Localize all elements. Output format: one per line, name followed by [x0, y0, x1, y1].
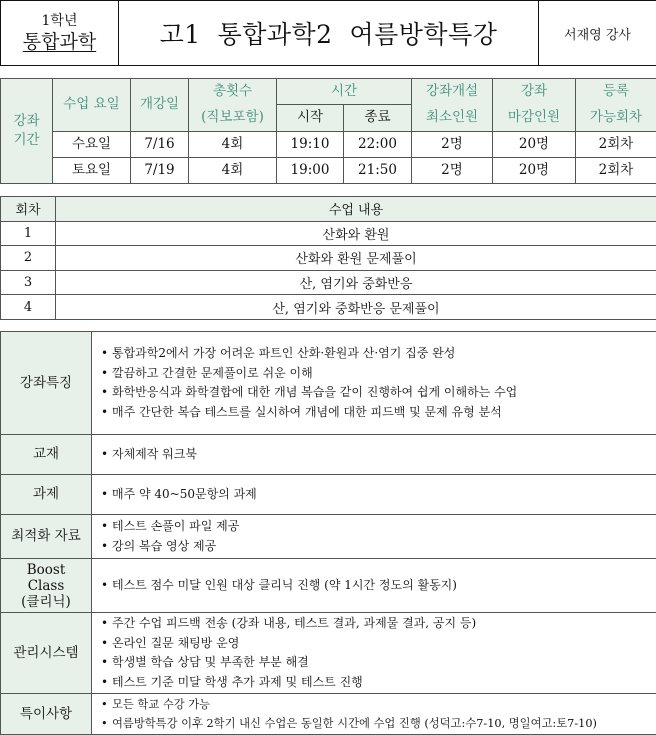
row-reg: 2회차	[576, 157, 656, 183]
row-max: 20명	[493, 157, 576, 183]
detail-row-notes	[1, 694, 656, 735]
detail-item: • 테스트 손풀이 파일 제공	[112, 517, 656, 537]
detail-item: • 통합과학2에서 가장 어려운 파트인 산화·환원과 산·염기 집중 완성	[112, 344, 656, 364]
col-sessions-sub: (직보포함)	[189, 105, 277, 131]
row-start: 19:00	[277, 157, 344, 183]
detail-body	[92, 332, 656, 435]
detail-item: • 학생별 학습 상담 및 부족한 부분 해결	[112, 653, 656, 673]
detail-label: 과제	[1, 475, 92, 515]
col-time-start: 시작	[277, 105, 344, 131]
detail-body	[92, 475, 656, 515]
session-row	[1, 295, 656, 320]
detail-row-textbook	[1, 435, 656, 475]
detail-item: • 여름방학특강 이후 2학기 내신 수업은 동일한 시간에 수업 진행 (성덕고:수7-10, 명일여고:토7-10)	[112, 714, 656, 734]
col-min-sub: 최소인원	[412, 105, 493, 131]
row-reg: 2회차	[576, 131, 656, 157]
detail-row-management	[1, 613, 656, 694]
detail-label: 특이사항	[1, 694, 92, 735]
row-day: 수요일	[53, 131, 131, 157]
col-reg-sub: 가능회차	[576, 105, 656, 131]
col-session-no: 회차	[1, 197, 56, 222]
session-row	[1, 221, 656, 246]
detail-item: • 매주 약 40~50문항의 과제	[112, 485, 656, 505]
row-max: 20명	[493, 131, 576, 157]
grade-label: 1학년	[1, 12, 118, 30]
row-end: 21:50	[344, 157, 412, 183]
detail-row-materials	[1, 515, 656, 559]
grade-subject-box	[1, 1, 119, 66]
col-sessions: 총횟수	[189, 79, 277, 105]
row-min: 2명	[412, 157, 493, 183]
session-no: 3	[1, 270, 56, 295]
detail-item: • 테스트 점수 미달 인원 대상 클리닉 진행 (약 1시간 정도의 활동지)	[112, 576, 656, 596]
detail-body	[92, 559, 656, 613]
schedule-row	[1, 157, 656, 183]
detail-item: • 화학반응식과 화학결합에 대한 개념 복습을 같이 진행하여 쉽게 이해하는 수업	[112, 383, 656, 403]
detail-row-features	[1, 332, 656, 435]
schedule-row	[1, 131, 656, 157]
subject-label: 통합과학	[1, 30, 118, 54]
detail-row-clinic	[1, 559, 656, 613]
col-session-content: 수업 내용	[56, 197, 656, 222]
row-date: 7/16	[131, 131, 189, 157]
col-day: 수업 요일	[53, 79, 131, 132]
session-no: 2	[1, 246, 56, 271]
sessions-table	[0, 196, 656, 320]
detail-label: Boost Class (클리닉)	[1, 559, 92, 613]
teacher-name: 서재영 강사	[539, 1, 656, 66]
session-row	[1, 270, 656, 295]
detail-label: 강좌특징	[1, 332, 92, 435]
row-min: 2명	[412, 131, 493, 157]
detail-body	[92, 435, 656, 475]
col-time: 시간	[277, 79, 412, 105]
detail-row-homework	[1, 475, 656, 515]
detail-body	[92, 613, 656, 694]
detail-item: • 매주 간단한 복습 테스트를 실시하여 개념에 대한 피드백 및 문제 유형 분석	[112, 403, 656, 423]
detail-label: 교재	[1, 435, 92, 475]
detail-item: • 모든 학교 수강 가능	[112, 695, 656, 715]
detail-item: • 테스트 기준 미달 학생 추가 과제 및 테스트 진행	[112, 673, 656, 693]
session-content: 산, 염기와 중화반응	[56, 270, 656, 295]
schedule-table	[0, 78, 656, 184]
detail-item: • 깔끔하고 간결한 문제풀이로 쉬운 이해	[112, 364, 656, 384]
header-table	[0, 0, 656, 66]
detail-body	[92, 694, 656, 735]
row-day: 토요일	[53, 157, 131, 183]
detail-item: • 강의 복습 영상 제공	[112, 537, 656, 557]
row-date: 7/19	[131, 157, 189, 183]
row-start: 19:10	[277, 131, 344, 157]
page-title: 고1 통합과학2 여름방학특강	[119, 1, 539, 66]
detail-label: 관리시스템	[1, 613, 92, 694]
col-min: 강좌개설	[412, 79, 493, 105]
row-end: 22:00	[344, 131, 412, 157]
session-no: 1	[1, 221, 56, 246]
details-table	[0, 331, 656, 735]
detail-item: • 온라인 질문 채팅방 운영	[112, 634, 656, 654]
session-no: 4	[1, 295, 56, 320]
session-content: 산, 염기와 중화반응 문제풀이	[56, 295, 656, 320]
detail-item: • 자체제작 워크북	[112, 445, 656, 465]
schedule-side-label: 강좌 기간	[1, 79, 53, 184]
detail-label: 최적화 자료	[1, 515, 92, 559]
row-sessions: 4회	[189, 157, 277, 183]
col-max: 강좌	[493, 79, 576, 105]
col-time-end: 종료	[344, 105, 412, 131]
detail-item: • 주간 수업 피드백 전송 (강좌 내용, 테스트 결과, 과제물 결과, 공지 등)	[112, 614, 656, 634]
detail-body	[92, 515, 656, 559]
col-reg: 등록	[576, 79, 656, 105]
session-content: 산화와 환원	[56, 221, 656, 246]
session-content: 산화와 환원 문제풀이	[56, 246, 656, 271]
col-start-date: 개강일	[131, 79, 189, 132]
row-sessions: 4회	[189, 131, 277, 157]
col-max-sub: 마감인원	[493, 105, 576, 131]
session-row	[1, 246, 656, 271]
